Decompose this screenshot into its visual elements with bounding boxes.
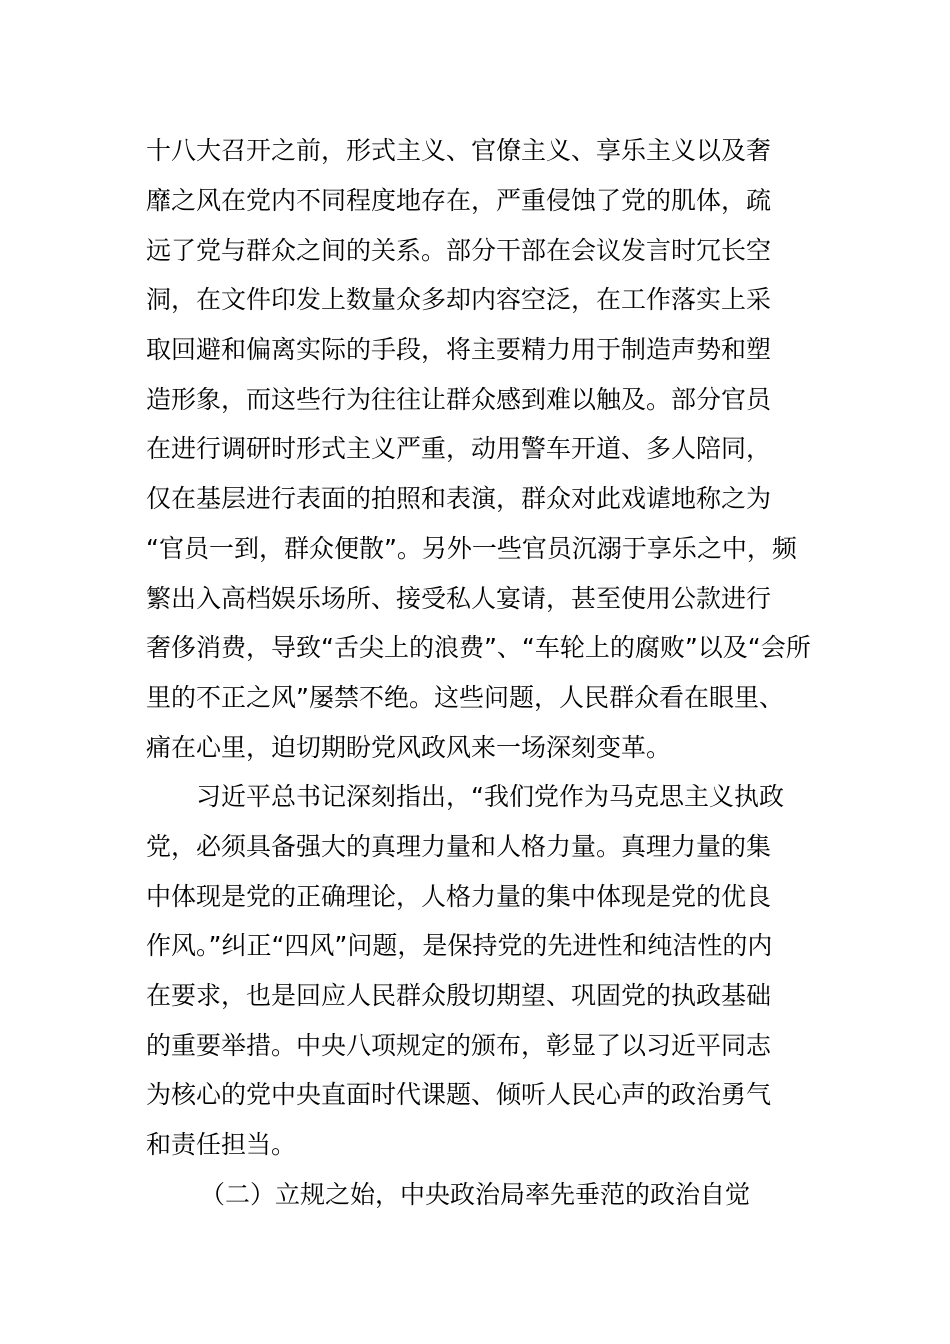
- paragraph-2-line-8: 和责任担当。: [146, 1130, 297, 1159]
- paragraph-1-line-9: “官员一到，群众便散”。另外一些官员沉溺于享乐之中，频: [146, 534, 797, 563]
- paragraph-1-line-11: 奢侈消费，导致“舌尖上的浪费”、“车轮上的腐败”以及“会所: [146, 633, 811, 662]
- paragraph-1-line-13: 痛在心里，迫切期盼党风政风来一场深刻变革。: [146, 733, 672, 762]
- paragraph-1-line-5: 取回避和偏离实际的手段，将主要精力用于制造声势和塑: [146, 335, 772, 364]
- paragraph-1-line-3: 远了党与群众之间的关系。部分干部在会议发言时冗长空: [146, 236, 772, 265]
- paragraph-2-line-4: 作风。”纠正“四风”问题，是保持党的先进性和纯洁性的内: [146, 931, 773, 960]
- paragraph-2-line-1: 习近平总书记深刻指出，“我们党作为马克思主义执政: [196, 782, 784, 811]
- paragraph-1-line-7: 在进行调研时形式主义严重，动用警车开道、多人陪同，: [146, 434, 772, 463]
- paragraph-1-line-6: 造形象，而这些行为往往让群众感到难以触及。部分官员: [146, 385, 772, 414]
- paragraph-2-line-2: 党，必须具备强大的真理力量和人格力量。真理力量的集: [146, 832, 772, 861]
- paragraph-2-line-7: 为核心的党中央直面时代课题、倾听人民心声的政治勇气: [146, 1080, 772, 1109]
- paragraph-2-line-6: 的重要举措。中央八项规定的颁布，彰显了以习近平同志: [146, 1031, 772, 1060]
- paragraph-1-line-4: 洞，在文件印发上数量众多却内容空泛，在工作落实上采: [146, 285, 772, 314]
- paragraph-1-line-12: 里的不正之风”屡禁不绝。这些问题，人民群众看在眼里、: [146, 683, 784, 712]
- paragraph-1-line-2: 靡之风在党内不同程度地存在，严重侵蚀了党的肌体，疏: [146, 186, 772, 215]
- paragraph-2-line-5: 在要求，也是回应人民群众殷切期望、巩固党的执政基础: [146, 981, 772, 1010]
- paragraph-1-line-10: 繁出入高档娱乐场所、接受私人宴请，甚至使用公款进行: [146, 584, 772, 613]
- paragraph-2-line-3: 中体现是党的正确理论，人格力量的集中体现是党的优良: [146, 882, 772, 911]
- paragraph-1-line-1: 十八大召开之前，形式主义、官僚主义、享乐主义以及奢: [146, 136, 772, 165]
- section-heading: （二）立规之始，中央政治局率先垂范的政治自觉: [200, 1180, 751, 1209]
- paragraph-1-line-8: 仅在基层进行表面的拍照和表演，群众对此戏谑地称之为: [146, 484, 772, 513]
